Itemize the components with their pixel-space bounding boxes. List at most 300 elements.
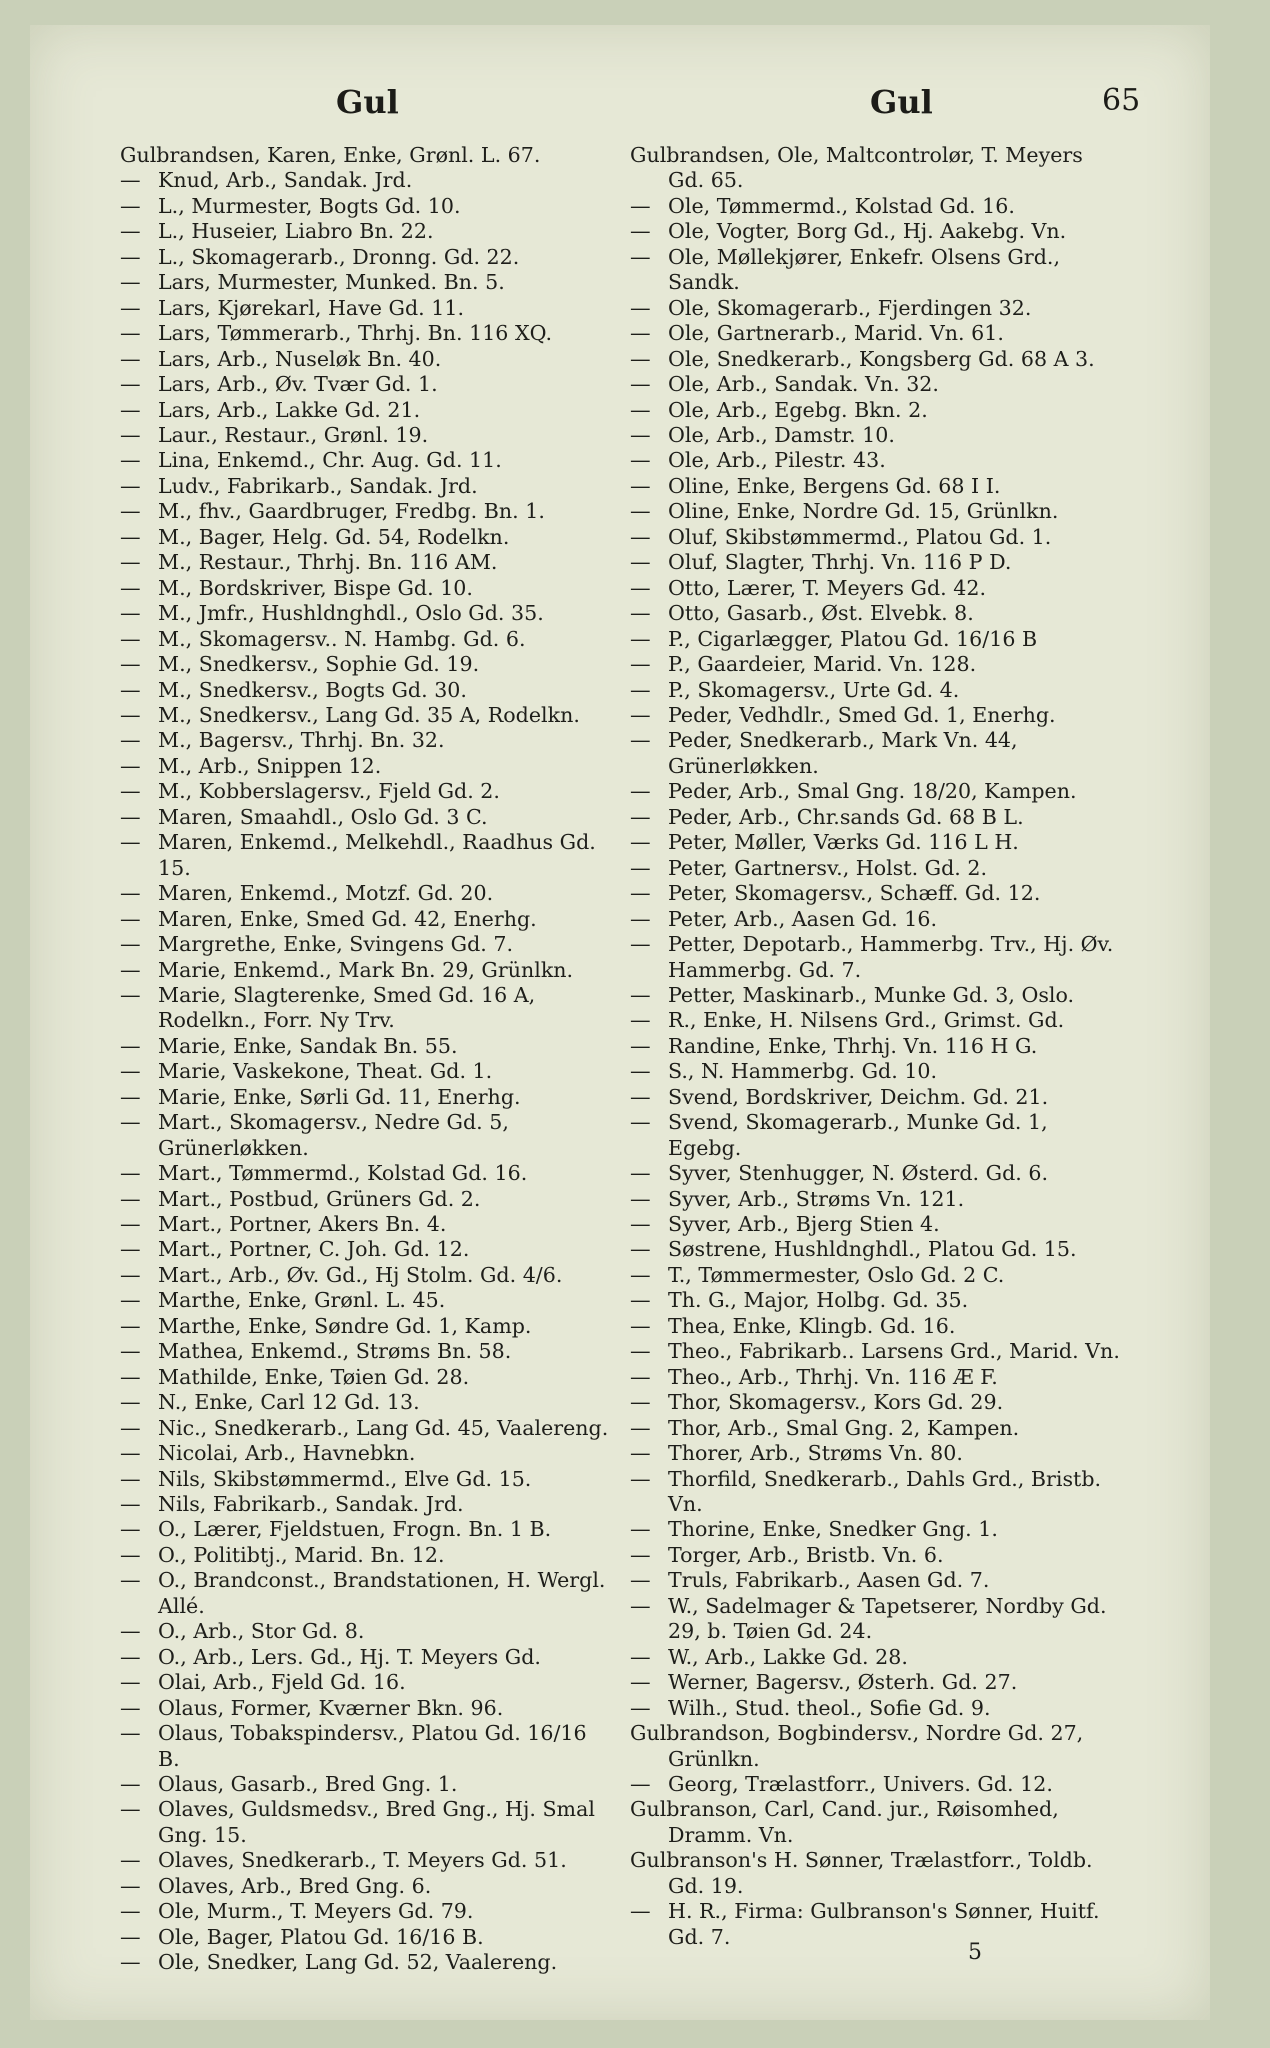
entry-text: Mart., Portner, Akers Bn. 4.	[158, 1212, 447, 1237]
directory-entry	[630, 1110, 1125, 1161]
entry-text: Thea, Enke, Klingb. Gd. 16.	[668, 1313, 956, 1338]
entry-text: Nicolai, Arb., Havnebkn.	[158, 1441, 416, 1466]
entry-text: O., Arb., Lers. Gd., Hj. T. Meyers Gd.	[158, 1644, 541, 1669]
ditto-dash: —	[120, 295, 141, 320]
ditto-dash: —	[630, 881, 651, 906]
entry-text: Nils, Fabrikarb., Sandak. Jrd.	[158, 1492, 464, 1517]
directory-entry	[120, 1925, 610, 1950]
entry-text: Oline, Enke, Bergens Gd. 68 I I.	[668, 473, 1001, 498]
entry-text: Laur., Restaur., Grønl. 19.	[158, 422, 429, 447]
entry-text: Peter, Gartnersv., Holst. Gd. 2.	[668, 855, 988, 880]
directory-entry	[630, 1517, 1125, 1542]
directory-entry	[630, 1568, 1125, 1593]
entry-text: Truls, Fabrikarb., Aasen Gd. 7.	[668, 1568, 990, 1593]
entry-text: Peder, Arb., Chr.sands Gd. 68 B L.	[668, 804, 1024, 829]
directory-entry	[120, 1237, 610, 1262]
entry-text: Marthe, Enke, Grønl. L. 45.	[158, 1288, 446, 1313]
entry-text: Ole, Møllekjører, Enkefr. Olsens Grd., Sandk.	[668, 244, 1060, 295]
ditto-dash: —	[630, 1262, 651, 1287]
ditto-dash: —	[120, 397, 141, 422]
directory-entry	[120, 270, 610, 295]
entry-text: Svend, Bordskriver, Deichm. Gd. 21.	[668, 1084, 1049, 1109]
ditto-dash: —	[120, 270, 141, 295]
entry-text: Olai, Arb., Fjeld Gd. 16.	[158, 1670, 406, 1695]
directory-entry	[630, 601, 1125, 626]
entry-text: Wilh., Stud. theol., Sofie Gd. 9.	[668, 1695, 991, 1720]
entry-text: Syver, Arb., Bjerg Stien 4.	[668, 1212, 940, 1237]
ditto-dash: —	[630, 422, 651, 447]
entry-text: L., Skomagerarb., Dronng. Gd. 22.	[158, 244, 520, 269]
ditto-dash: —	[120, 346, 141, 371]
entry-text: M., Restaur., Thrhj. Bn. 116 AM.	[158, 550, 498, 575]
directory-entry	[630, 1161, 1125, 1186]
ditto-dash: —	[120, 1161, 141, 1186]
entry-text: Peder, Vedhdlr., Smed Gd. 1, Enerhg.	[668, 702, 1056, 727]
entry-text: Ludv., Fabrikarb., Sandak. Jrd.	[158, 473, 478, 498]
directory-entry	[630, 1008, 1125, 1033]
directory-entry	[630, 627, 1125, 652]
directory-entry	[120, 1950, 610, 1975]
directory-entry	[630, 1059, 1125, 1084]
ditto-dash: —	[630, 779, 651, 804]
directory-entry	[630, 856, 1125, 881]
directory-entry	[630, 1772, 1125, 1797]
entry-text: Margrethe, Enke, Svingens Gd. 7.	[158, 932, 514, 957]
entry-text: Lars, Kjørekarl, Have Gd. 11.	[158, 295, 465, 320]
ditto-dash: —	[120, 550, 141, 575]
entry-text: Mart., Portner, C. Joh. Gd. 12.	[158, 1237, 470, 1262]
ditto-dash: —	[630, 601, 651, 626]
directory-entry	[630, 499, 1125, 524]
ditto-dash: —	[120, 219, 141, 244]
directory-entry	[630, 830, 1125, 855]
directory-entry	[630, 1085, 1125, 1110]
entry-text: Gulbrandsen, Ole, Maltcontrolør, T. Meyers Gd. 65.	[630, 143, 1083, 193]
directory-entry	[630, 347, 1125, 372]
ditto-dash: —	[120, 957, 141, 982]
entry-text: Lars, Arb., Øv. Tvær Gd. 1.	[158, 372, 438, 397]
ditto-dash: —	[630, 244, 651, 269]
directory-entry	[120, 1568, 610, 1619]
ditto-dash: —	[120, 499, 141, 524]
directory-entry	[120, 1034, 610, 1059]
directory-entry	[120, 1212, 610, 1237]
directory-entry	[120, 1543, 610, 1568]
ditto-dash: —	[630, 1033, 651, 1058]
ditto-dash: —	[120, 1033, 141, 1058]
directory-entry	[120, 1899, 610, 1924]
ditto-dash: —	[120, 524, 141, 549]
entry-text: Lars, Tømmerarb., Thrhj. Bn. 116 XQ.	[158, 321, 553, 346]
directory-entry	[630, 779, 1125, 804]
directory-entry	[630, 1721, 1125, 1772]
directory-entry	[120, 1645, 610, 1670]
directory-entry	[120, 1365, 610, 1390]
left-column	[120, 143, 610, 1976]
ditto-dash: —	[120, 702, 141, 727]
ditto-dash: —	[120, 881, 141, 906]
directory-entry	[630, 1797, 1125, 1848]
ditto-dash: —	[120, 1110, 141, 1135]
directory-entry	[630, 448, 1125, 473]
ditto-dash: —	[630, 677, 651, 702]
ditto-dash: —	[630, 1313, 651, 1338]
ditto-dash: —	[120, 1288, 141, 1313]
ditto-dash: —	[120, 652, 141, 677]
directory-entry	[630, 907, 1125, 932]
directory-entry	[120, 754, 610, 779]
directory-entry	[120, 525, 610, 550]
ditto-dash: —	[120, 1899, 141, 1924]
entry-text: Theo., Arb., Thrhj. Vn. 116 Æ F.	[668, 1364, 998, 1389]
entry-text: Marie, Slagterenke, Smed Gd. 16 A, Rodelkn., Forr. Ny Trv.	[158, 982, 536, 1033]
ditto-dash: —	[120, 168, 141, 193]
ditto-dash: —	[120, 1237, 141, 1262]
directory-entry	[630, 1543, 1125, 1568]
ditto-dash: —	[630, 982, 651, 1007]
directory-entry	[630, 1237, 1125, 1262]
ditto-dash: —	[120, 1848, 141, 1873]
entry-text: M., Bordskriver, Bispe Gd. 10.	[158, 575, 473, 600]
ditto-dash: —	[630, 1670, 651, 1695]
entry-text: Syver, Stenhugger, N. Østerd. Gd. 6.	[668, 1161, 1049, 1186]
ditto-dash: —	[120, 1568, 141, 1593]
page-number: 65	[1102, 83, 1141, 118]
entry-text: Marthe, Enke, Søndre Gd. 1, Kamp.	[158, 1313, 532, 1338]
ditto-dash: —	[630, 473, 651, 498]
directory-entry	[630, 728, 1125, 779]
entry-text: Lars, Arb., Lakke Gd. 21.	[158, 397, 421, 422]
directory-entry	[120, 1059, 610, 1084]
ditto-dash: —	[120, 473, 141, 498]
entry-text: Ole, Skomagerarb., Fjerdingen 32.	[668, 295, 1032, 320]
ditto-dash: —	[630, 448, 651, 473]
ditto-dash: —	[630, 1237, 651, 1262]
directory-entry	[630, 703, 1125, 728]
directory-entry	[120, 296, 610, 321]
entry-text: O., Arb., Stor Gd. 8.	[158, 1619, 365, 1644]
directory-entry	[120, 1517, 610, 1542]
ditto-dash: —	[630, 1441, 651, 1466]
ditto-dash: —	[120, 1390, 141, 1415]
directory-entry	[630, 219, 1125, 244]
directory-entry	[120, 1110, 610, 1161]
ditto-dash: —	[630, 1161, 651, 1186]
directory-entry	[120, 1848, 610, 1873]
entry-text: M., Bager, Helg. Gd. 54, Rodelkn.	[158, 524, 510, 549]
ditto-dash: —	[120, 1339, 141, 1364]
directory-entry	[120, 1619, 610, 1644]
ditto-dash: —	[120, 779, 141, 804]
right-column	[630, 143, 1125, 1950]
entry-text: Peter, Arb., Aasen Gd. 16.	[668, 906, 937, 931]
entry-text: H. R., Firma: Gulbranson's Sønner, Huitf. Gd. 7.	[668, 1899, 1100, 1949]
entry-text: Marie, Enke, Sandak Bn. 55.	[158, 1033, 458, 1058]
ditto-dash: —	[630, 575, 651, 600]
ditto-dash: —	[120, 804, 141, 829]
ditto-dash: —	[120, 1415, 141, 1440]
directory-entry	[630, 1288, 1125, 1313]
ditto-dash: —	[120, 1313, 141, 1338]
entry-text: Lina, Enkemd., Chr. Aug. Gd. 11.	[158, 448, 502, 473]
entry-text: M., fhv., Gaardbruger, Fredbg. Bn. 1.	[158, 499, 545, 524]
entry-text: Theo., Fabrikarb.. Larsens Grd., Marid. Vn.	[668, 1339, 1120, 1364]
ditto-dash: —	[630, 1186, 651, 1211]
directory-entry	[120, 321, 610, 346]
ditto-dash: —	[630, 524, 651, 549]
entry-text: Ole, Arb., Pilestr. 43.	[668, 448, 886, 473]
entry-text: P., Skomagersv., Urte Gd. 4.	[668, 677, 960, 702]
entry-text: Oline, Enke, Nordre Gd. 15, Grünlkn.	[668, 499, 1059, 524]
directory-entry	[120, 194, 610, 219]
entry-text: Gulbranson, Carl, Cand. jur., Røisomhed, Dramm. Vn.	[630, 1797, 1059, 1847]
entry-text: Otto, Gasarb., Øst. Elvebk. 8.	[668, 601, 974, 626]
directory-entry	[120, 1161, 610, 1186]
directory-entry	[120, 728, 610, 753]
ditto-dash: —	[630, 1415, 651, 1440]
ditto-dash: —	[630, 397, 651, 422]
signature-mark: 5	[968, 1940, 982, 1965]
entry-text: Peter, Møller, Værks Gd. 116 L H.	[668, 830, 1019, 855]
entry-text: Gulbranson's H. Sønner, Trælastforr., Toldb. Gd. 19.	[630, 1848, 1093, 1898]
ditto-dash: —	[120, 1364, 141, 1389]
directory-entry	[120, 423, 610, 448]
directory-entry	[630, 1670, 1125, 1695]
ditto-dash: —	[120, 422, 141, 447]
entry-text: P., Cigarlægger, Platou Gd. 16/16 B	[668, 626, 1038, 651]
directory-entry	[120, 805, 610, 830]
entry-text: Søstrene, Hushldnghdl., Platou Gd. 15.	[668, 1237, 1077, 1262]
directory-entry	[630, 652, 1125, 677]
entry-text: Maren, Smaahdl., Oslo Gd. 3 C.	[158, 804, 488, 829]
entry-text: M., Bagersv., Thrhj. Bn. 32.	[158, 728, 445, 753]
directory-entry	[630, 881, 1125, 906]
entry-text: Olaves, Arb., Bred Gng. 6.	[158, 1873, 432, 1898]
directory-entry	[630, 245, 1125, 296]
directory-entry	[120, 678, 610, 703]
ditto-dash: —	[630, 1644, 651, 1669]
entry-text: Mart., Postbud, Grüners Gd. 2.	[158, 1186, 481, 1211]
entry-text: R., Enke, H. Nilsens Grd., Grimst. Gd.	[668, 1008, 1065, 1033]
ditto-dash: —	[120, 1517, 141, 1542]
directory-entry	[630, 1339, 1125, 1364]
directory-entry	[630, 1365, 1125, 1390]
entry-text: Thor, Skomagersv., Kors Gd. 29.	[668, 1390, 1004, 1415]
ditto-dash: —	[120, 244, 141, 269]
directory-entry	[630, 576, 1125, 601]
ditto-dash: —	[630, 906, 651, 931]
ditto-dash: —	[630, 932, 651, 957]
ditto-dash: —	[120, 193, 141, 218]
directory-entry	[120, 1339, 610, 1364]
entry-text: Gulbrandsen, Karen, Enke, Grønl. L. 67.	[120, 143, 541, 167]
entry-text: L., Huseier, Liabro Bn. 22.	[158, 219, 434, 244]
ditto-dash: —	[630, 1517, 651, 1542]
entry-text: Thorine, Enke, Snedker Gng. 1.	[668, 1517, 998, 1542]
ditto-dash: —	[630, 372, 651, 397]
ditto-dash: —	[120, 1924, 141, 1949]
ditto-dash: —	[630, 1059, 651, 1084]
directory-entry	[120, 1263, 610, 1288]
directory-entry	[120, 143, 610, 168]
ditto-dash: —	[120, 982, 141, 1007]
entry-text: Thorer, Arb., Strøms Vn. 80.	[668, 1441, 963, 1466]
directory-entry	[630, 194, 1125, 219]
ditto-dash: —	[120, 1212, 141, 1237]
directory-entry	[630, 474, 1125, 499]
ditto-dash: —	[120, 728, 141, 753]
ditto-dash: —	[120, 1186, 141, 1211]
directory-entry	[630, 1416, 1125, 1441]
directory-entry	[120, 627, 610, 652]
directory-entry	[120, 448, 610, 473]
entry-text: Nic., Snedkerarb., Lang Gd. 45, Vaalereng.	[158, 1415, 609, 1440]
directory-entry	[120, 1874, 610, 1899]
directory-entry	[120, 1416, 610, 1441]
directory-entry	[120, 245, 610, 270]
ditto-dash: —	[120, 906, 141, 931]
entry-text: Ole, Snedker, Lang Gd. 52, Vaalereng.	[158, 1950, 558, 1975]
ditto-dash: —	[630, 1110, 651, 1135]
entry-text: Th. G., Major, Holbg. Gd. 35.	[668, 1288, 969, 1313]
entry-text: Thor, Arb., Smal Gng. 2, Kampen.	[668, 1415, 1020, 1440]
entry-text: O., Brandconst., Brandstationen, H. Wergl. Allé.	[158, 1568, 606, 1618]
entry-text: Oluf, Skibstømmermd., Platou Gd. 1.	[668, 524, 1052, 549]
directory-entry	[120, 830, 610, 881]
entry-text: M., Arb., Snippen 12.	[158, 753, 382, 778]
entry-text: Mart., Tømmermd., Kolstad Gd. 16.	[158, 1161, 528, 1186]
ditto-dash: —	[630, 346, 651, 371]
ditto-dash: —	[120, 1619, 141, 1644]
ditto-dash: —	[630, 219, 651, 244]
ditto-dash: —	[630, 1542, 651, 1567]
entry-text: T., Tømmermester, Oslo Gd. 2 C.	[668, 1262, 1005, 1287]
entry-text: Mart., Skomagersv., Nedre Gd. 5, Grünerløkken.	[158, 1110, 509, 1160]
ditto-dash: —	[120, 321, 141, 346]
entry-text: Peter, Skomagersv., Schæff. Gd. 12.	[668, 881, 1041, 906]
directory-entry	[630, 550, 1125, 575]
ditto-dash: —	[630, 1212, 651, 1237]
directory-entry	[120, 1696, 610, 1721]
ditto-dash: —	[630, 193, 651, 218]
entry-text: Maren, Enke, Smed Gd. 42, Enerhg.	[158, 906, 537, 931]
ditto-dash: —	[630, 1899, 651, 1924]
left-running-head: Gul	[336, 83, 399, 121]
entry-text: Torger, Arb., Bristb. Vn. 6.	[668, 1542, 944, 1567]
directory-entry	[120, 932, 610, 957]
directory-entry	[120, 958, 610, 983]
entry-text: Marie, Enke, Sørli Gd. 11, Enerhg.	[158, 1084, 521, 1109]
entry-text: Gulbrandson, Bogbindersv., Nordre Gd. 27, Grünlkn.	[630, 1721, 1084, 1771]
ditto-dash: —	[630, 804, 651, 829]
entry-text: M., Skomagersv.. N. Hambg. Gd. 6.	[158, 626, 526, 651]
ditto-dash: —	[120, 1873, 141, 1898]
ditto-dash: —	[630, 626, 651, 651]
entry-text: Marie, Vaskekone, Theat. Gd. 1.	[158, 1059, 493, 1084]
entry-text: Ole, Gartnerarb., Marid. Vn. 61.	[668, 321, 1004, 346]
ditto-dash: —	[630, 550, 651, 575]
entry-text: M., Jmfr., Hushldnghdl., Oslo Gd. 35.	[158, 601, 544, 626]
ditto-dash: —	[120, 932, 141, 957]
entry-text: Mathilde, Enke, Tøien Gd. 28.	[158, 1364, 470, 1389]
directory-entry	[120, 1085, 610, 1110]
directory-entry	[630, 1467, 1125, 1518]
directory-entry	[630, 1848, 1125, 1899]
ditto-dash: —	[630, 1772, 651, 1796]
entry-text: Svend, Skomagerarb., Munke Gd. 1, Egebg.	[668, 1110, 1048, 1160]
entry-text: L., Murmester, Bogts Gd. 10.	[158, 193, 461, 218]
ditto-dash: —	[120, 448, 141, 473]
entry-text: P., Gaardeier, Marid. Vn. 128.	[668, 652, 977, 677]
entry-text: Ole, Vogter, Borg Gd., Hj. Aakebg. Vn.	[668, 219, 1067, 244]
entry-text: Maren, Enkemd., Motzf. Gd. 20.	[158, 881, 494, 906]
directory-entry	[120, 601, 610, 626]
directory-entry	[630, 1314, 1125, 1339]
directory-entry	[120, 219, 610, 244]
ditto-dash: —	[630, 321, 651, 346]
ditto-dash: —	[630, 728, 651, 753]
entry-text: Georg, Trælastforr., Univers. Gd. 12.	[668, 1772, 1053, 1796]
directory-entry	[630, 1696, 1125, 1721]
directory-entry	[120, 576, 610, 601]
ditto-dash: —	[630, 295, 651, 320]
ditto-dash: —	[120, 1542, 141, 1567]
ditto-dash: —	[630, 1695, 651, 1720]
entry-text: Ole, Arb., Egebg. Bkn. 2.	[668, 397, 928, 422]
directory-entry	[630, 1645, 1125, 1670]
directory-entry	[120, 983, 610, 1034]
entry-text: Werner, Bagersv., Østerh. Gd. 27.	[668, 1670, 1018, 1695]
entry-text: Olaves, Guldsmedsv., Bred Gng., Hj. Smal Gng. 15.	[158, 1797, 595, 1847]
entry-text: O., Politibtj., Marid. Bn. 12.	[158, 1542, 445, 1567]
directory-entry	[120, 398, 610, 423]
entry-text: Peder, Arb., Smal Gng. 18/20, Kampen.	[668, 779, 1077, 804]
ditto-dash: —	[630, 1339, 651, 1364]
entry-text: Olaus, Former, Kværner Bkn. 96.	[158, 1695, 504, 1720]
entry-text: N., Enke, Carl 12 Gd. 13.	[158, 1390, 420, 1415]
entry-text: Lars, Murmester, Munked. Bn. 5.	[158, 270, 505, 295]
directory-entry	[630, 1899, 1125, 1950]
entry-text: Ole, Tømmermd., Kolstad Gd. 16.	[668, 193, 1015, 218]
entry-text: W., Sadelmager & Tapetserer, Nordby Gd. 29, b. Tøien Gd. 24.	[668, 1593, 1107, 1644]
ditto-dash: —	[120, 677, 141, 702]
entry-text: Mart., Arb., Øv. Gd., Hj Stolm. Gd. 4/6.	[158, 1262, 563, 1287]
entry-text: Lars, Arb., Nuseløk Bn. 40.	[158, 346, 442, 371]
ditto-dash: —	[630, 1008, 651, 1033]
ditto-dash: —	[630, 1390, 651, 1415]
directory-entry	[630, 805, 1125, 830]
entry-text: Ole, Murm., T. Meyers Gd. 79.	[158, 1899, 474, 1924]
directory-entry	[630, 372, 1125, 397]
entry-text: Olaus, Gasarb., Bred Gng. 1.	[158, 1772, 458, 1796]
right-running-head: Gul	[870, 83, 933, 121]
ditto-dash: —	[630, 855, 651, 880]
directory-entry	[120, 1772, 610, 1797]
entry-text: M., Snedkersv., Bogts Gd. 30.	[158, 677, 467, 702]
ditto-dash: —	[630, 1364, 651, 1389]
entry-text: Knud, Arb., Sandak. Jrd.	[158, 168, 413, 193]
entry-text: Thorfild, Snedkerarb., Dahls Grd., Bristb. Vn.	[668, 1466, 1102, 1517]
entry-text: M., Snedkersv., Sophie Gd. 19.	[158, 652, 480, 677]
entry-text: Ole, Snedkerarb., Kongsberg Gd. 68 A 3.	[668, 346, 1095, 371]
entry-text: Randine, Enke, Thrhj. Vn. 116 H G.	[668, 1033, 1038, 1058]
directory-entry	[630, 143, 1125, 194]
ditto-dash: —	[120, 753, 141, 778]
entry-text: O., Lærer, Fjeldstuen, Frogn. Bn. 1 B.	[158, 1517, 552, 1542]
directory-entry	[630, 1263, 1125, 1288]
directory-entry	[120, 1492, 610, 1517]
directory-entry	[120, 372, 610, 397]
